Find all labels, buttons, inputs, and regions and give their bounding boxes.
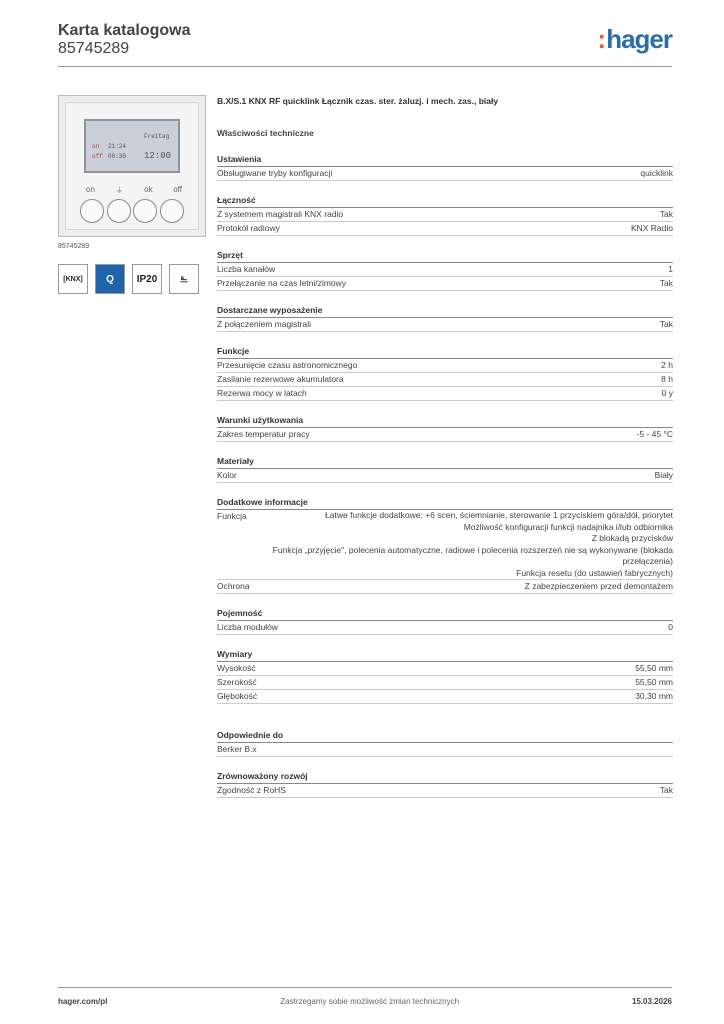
spec-row (217, 428, 673, 442)
header-divider (58, 66, 672, 67)
spec-row (217, 263, 673, 277)
spec-label: Zasilanie rezerwowe akumulatora (217, 374, 344, 384)
spec-row (217, 676, 673, 690)
section-title: Pojemność (217, 608, 673, 621)
spec-row (217, 580, 673, 594)
device-label-ok: ok (144, 185, 153, 194)
device-button-on (80, 199, 104, 223)
spec-label: Z połączeniem magistrali (217, 319, 312, 329)
spec-value: Z zabezpieczeniem przed demontażem (524, 581, 673, 591)
display-day: Freitag (144, 133, 170, 140)
spec-label: Zakres temperatur pracy (217, 429, 310, 439)
spec-label: Szerokość (217, 677, 257, 687)
spec-section (217, 649, 673, 704)
spec-row (217, 784, 673, 798)
spec-row (217, 469, 673, 483)
section-title: Materiały (217, 456, 673, 469)
spec-section (217, 154, 673, 181)
spec-label: Berker B.x (217, 744, 257, 754)
spec-row (217, 318, 673, 332)
spec-value: 1 (668, 264, 673, 274)
device-label-on: on (86, 185, 95, 194)
spec-row (217, 510, 673, 580)
spec-section (217, 497, 673, 594)
spec-label: Z systemem magistrali KNX radio (217, 209, 344, 219)
device-illustration (65, 102, 199, 230)
spec-value: Tak (659, 209, 673, 219)
spec-row (217, 387, 673, 401)
footer-divider (58, 987, 672, 988)
ip20-icon: IP20 (132, 264, 162, 294)
spec-value: 2 h (661, 360, 673, 370)
product-number-caption: 85745289 (58, 243, 90, 250)
spec-label: Kolor (217, 470, 237, 480)
spec-row (217, 222, 673, 236)
display-time-2: 08:30 (108, 153, 127, 160)
display-on-label: on (92, 143, 100, 150)
section-title: Wymiary (217, 649, 673, 662)
spec-label: Protokół radiowy (217, 223, 280, 233)
spec-section (217, 195, 673, 236)
device-button-scene (107, 199, 131, 223)
spec-row (217, 167, 673, 181)
spec-row (217, 208, 673, 222)
properties-title: Właściwości techniczne (217, 128, 314, 138)
spec-row (217, 743, 673, 757)
spec-label: Obsługiwane tryby konfiguracji (217, 168, 333, 178)
knx-rf-icon: [KNX] (58, 264, 88, 294)
device-display (84, 119, 180, 173)
spec-row (217, 621, 673, 635)
product-image (58, 95, 206, 237)
spec-value: KNX Radio (630, 223, 673, 233)
section-title: Ustawienia (217, 154, 673, 167)
spec-label: Głębokość (217, 691, 258, 701)
section-title: Dostarczane wyposażenie (217, 305, 673, 318)
spec-label: Liczba kanałów (217, 264, 276, 274)
section-title: Łączność (217, 195, 673, 208)
document-header (58, 22, 190, 58)
section-title: Odpowiednie do (217, 730, 673, 743)
spec-row (217, 277, 673, 291)
spec-section (217, 771, 673, 798)
hager-logo: :hager (597, 24, 672, 54)
device-button-off (160, 199, 184, 223)
footer-date: 15.03.2026 (631, 997, 672, 1006)
spec-section (217, 456, 673, 483)
spec-label: Funkcja (217, 511, 247, 521)
spec-value: 0 y (661, 388, 673, 398)
spec-label: Przesunięcie czasu astronomicznego (217, 360, 358, 370)
spec-value: 8 h (661, 374, 673, 384)
device-label-scene: ⏚ (115, 186, 124, 195)
footer-website: hager.com/pl (58, 997, 108, 1006)
spec-value: Tak (659, 785, 673, 795)
section-title: Zrównoważony rozwój (217, 771, 673, 784)
spec-value: Tak (659, 278, 673, 288)
footer-disclaimer: Zastrzegamy sobie możliwość zmian technicznych (280, 997, 460, 1006)
section-title: Dodatkowe informacje (217, 497, 673, 510)
spec-value: quicklink (640, 168, 673, 178)
display-clock: 12:00 (144, 151, 172, 161)
quicklink-icon: Q (95, 264, 125, 294)
device-button-labels (86, 185, 182, 196)
section-title: Warunki użytkowania (217, 415, 673, 428)
section-title: Funkcje (217, 346, 673, 359)
spec-row (217, 373, 673, 387)
spec-label: Przełączanie na czas letni/zimowy (217, 278, 346, 288)
spec-row (217, 662, 673, 676)
spec-value: 30,30 mm (635, 691, 673, 701)
product-name: B.X/S.1 KNX RF quicklink Łącznik czas. ster. żaluzj. i mech. zas., biały (217, 96, 499, 106)
footer (58, 997, 672, 1006)
display-off-label: off (92, 153, 103, 160)
device-button-ok (133, 199, 157, 223)
spec-value: Tak (659, 319, 673, 329)
spec-value: 55,50 mm (635, 663, 673, 673)
device-buttons (80, 199, 184, 223)
spec-label: Rezerwa mocy w latach (217, 388, 307, 398)
spec-value: Biały (654, 470, 673, 480)
spec-value: 55,50 mm (635, 677, 673, 687)
logo-text: hager (606, 24, 672, 54)
spec-section (217, 730, 673, 757)
spec-section (217, 250, 673, 291)
spec-section (217, 415, 673, 442)
section-title: Sprzęt (217, 250, 673, 263)
spec-value: -5 - 45 °C (636, 429, 673, 439)
spec-row (217, 690, 673, 704)
document-number: 85745289 (58, 40, 130, 57)
device-label-off: off (173, 185, 182, 194)
certification-badges (58, 264, 199, 294)
mounting-icon: ⎁ (169, 264, 199, 294)
spec-label: Liczba modułów (217, 622, 278, 632)
spec-value: 0 (668, 622, 673, 632)
spec-label: Ochrona (217, 581, 250, 591)
spec-section (217, 608, 673, 635)
spec-section (217, 305, 673, 332)
display-time-1: 21:24 (108, 143, 127, 150)
spec-row (217, 359, 673, 373)
spec-content (217, 96, 673, 798)
spec-label: Zgodność z RoHS (217, 785, 286, 795)
spec-value: Łatwe funkcje dodatkowe: +6 scen, ściemnianie, sterowanie 1 przyciskiem góra/dół, priorytet Możliwość konfiguracji funkcji nadajnika i/lub odbiornika Z blokadą przycisków Funkcja „przyjęcie", polecenia automatyczne, radiowe i polecenia rozszerzeń nie są wykonywane (blokada przełączenia) Funkcja resetu (do ustawień fabrycznych) (272, 510, 673, 578)
spec-sections (217, 154, 673, 798)
spec-label: Wysokość (217, 663, 256, 673)
spec-section (217, 346, 673, 401)
document-title: Karta katalogowa (58, 22, 191, 39)
